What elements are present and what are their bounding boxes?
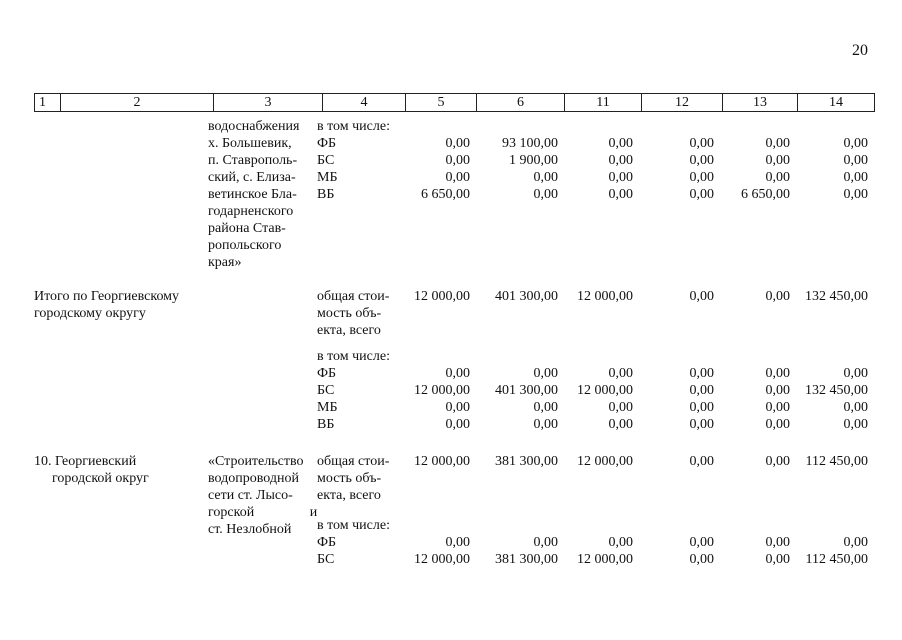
table-cell: 0,00 [765, 136, 790, 151]
table-cell: 0,00 [533, 535, 558, 550]
header-cell: 12 [642, 94, 723, 112]
funding-source-label: МБ [317, 400, 338, 415]
funding-source-label: МБ [317, 170, 338, 185]
table-cell: 0,00 [689, 400, 714, 415]
table-cell: 0,00 [689, 187, 714, 202]
table-cell: 0,00 [843, 187, 868, 202]
object-name-line: водопроводной [208, 471, 299, 486]
page-number: 20 [852, 42, 868, 59]
table-cell: 12 000,00 [414, 454, 470, 469]
object-name-line: п. Ставрополь- [208, 153, 298, 168]
table-cell: 0,00 [608, 535, 633, 550]
table-cell: 0,00 [843, 170, 868, 185]
municipality-name-line: городской округ [52, 471, 149, 486]
funding-source-label: в том числе: [317, 518, 390, 533]
table-cell: 0,00 [765, 400, 790, 415]
table-cell: 12 000,00 [577, 383, 633, 398]
table-cell: 0,00 [689, 153, 714, 168]
table-cell: 0,00 [445, 170, 470, 185]
table-cell: 112 450,00 [805, 454, 868, 469]
header-cell: 2 [61, 94, 214, 112]
funding-source-label: ВБ [317, 417, 335, 432]
total-cost-label: мость объ- [317, 306, 382, 321]
table-cell: 12 000,00 [414, 289, 470, 304]
object-name-line: района Став- [208, 221, 286, 236]
table-cell: 0,00 [689, 170, 714, 185]
funding-source-label: БС [317, 383, 335, 398]
object-name-line: водоснабжения [208, 119, 300, 134]
table-cell: 0,00 [765, 289, 790, 304]
table-cell: 0,00 [533, 366, 558, 381]
table-cell: 0,00 [765, 366, 790, 381]
funding-source-label: БС [317, 153, 335, 168]
table-cell: 0,00 [445, 535, 470, 550]
table-cell: 0,00 [689, 535, 714, 550]
table-cell: 0,00 [689, 417, 714, 432]
table-cell: 0,00 [843, 535, 868, 550]
municipality-name-line: Итого по Георгиевскому [34, 289, 180, 304]
table-cell: 0,00 [765, 417, 790, 432]
table-cell: 0,00 [765, 454, 790, 469]
table-cell: 0,00 [533, 417, 558, 432]
table-cell: 0,00 [689, 366, 714, 381]
total-cost-label: общая стои- [317, 289, 390, 304]
table-cell: 132 450,00 [805, 383, 868, 398]
table-cell: 93 100,00 [502, 136, 558, 151]
table-cell: 0,00 [608, 366, 633, 381]
table-cell: 0,00 [689, 552, 714, 567]
table-cell: 0,00 [533, 400, 558, 415]
table-cell: 0,00 [689, 454, 714, 469]
table-cell: 0,00 [608, 136, 633, 151]
object-name-line: ветинское Бла- [208, 187, 297, 202]
object-name-line: ропольского [208, 238, 282, 253]
funding-source-label: ВБ [317, 187, 335, 202]
table-cell: 6 650,00 [421, 187, 470, 202]
table-cell: 381 300,00 [495, 454, 558, 469]
funding-source-label: ФБ [317, 136, 337, 151]
table-cell: 0,00 [843, 153, 868, 168]
table-cell: 0,00 [843, 136, 868, 151]
table-cell: 12 000,00 [577, 552, 633, 567]
table-cell: 401 300,00 [495, 289, 558, 304]
municipality-name-line: городскому округу [34, 306, 146, 321]
table-cell: 0,00 [445, 400, 470, 415]
table-cell: 0,00 [689, 289, 714, 304]
header-row [35, 94, 875, 112]
table-cell: 0,00 [608, 417, 633, 432]
header-cell: 11 [565, 94, 642, 112]
object-name-line: годарненского [208, 204, 294, 219]
object-name-line: сети ст. Лысо- [208, 488, 293, 503]
header-cell: 3 [214, 94, 323, 112]
table-cell: 0,00 [608, 153, 633, 168]
funding-source-label: в том числе: [317, 119, 390, 134]
table-cell: 0,00 [445, 366, 470, 381]
table-cell: 0,00 [689, 136, 714, 151]
table-cell: 381 300,00 [495, 552, 558, 567]
table-cell: 12 000,00 [577, 289, 633, 304]
table-cell: 132 450,00 [805, 289, 868, 304]
funding-source-label: ФБ [317, 366, 337, 381]
table-cell: 12 000,00 [414, 383, 470, 398]
table-cell: 0,00 [445, 153, 470, 168]
table-cell: 0,00 [765, 383, 790, 398]
table-cell: 0,00 [608, 187, 633, 202]
table-cell: 0,00 [689, 383, 714, 398]
municipality-name-line: 10. Георгиевский [34, 454, 137, 469]
object-name-line: х. Большевик, [208, 136, 292, 151]
table-cell: 0,00 [843, 417, 868, 432]
table-cell: 401 300,00 [495, 383, 558, 398]
table-cell: 0,00 [765, 170, 790, 185]
header-cell: 1 [35, 94, 61, 112]
table-cell: 0,00 [608, 400, 633, 415]
table-cell: 0,00 [445, 136, 470, 151]
table-cell: 112 450,00 [805, 552, 868, 567]
object-name-line: «Строительство [208, 454, 304, 469]
table-cell: 0,00 [843, 366, 868, 381]
table-cell: 6 650,00 [741, 187, 790, 202]
total-cost-label: мость объ- [317, 471, 382, 486]
funding-source-label: ФБ [317, 535, 337, 550]
table-cell: 0,00 [533, 170, 558, 185]
table-cell: 0,00 [608, 170, 633, 185]
table-cell: 0,00 [765, 552, 790, 567]
table-cell: 0,00 [765, 153, 790, 168]
total-cost-label: екта, всего [317, 488, 381, 503]
funding-source-label: в том числе: [317, 349, 390, 364]
object-name-line: ский, с. Елиза- [208, 170, 296, 185]
header-cell: 5 [406, 94, 477, 112]
table-cell: 0,00 [533, 187, 558, 202]
total-cost-label: екта, всего [317, 323, 381, 338]
header-cell: 14 [798, 94, 875, 112]
table-cell: 12 000,00 [414, 552, 470, 567]
table-cell: 12 000,00 [577, 454, 633, 469]
total-cost-label: общая стои- [317, 454, 390, 469]
object-name-line: ст. Незлобной [208, 522, 292, 537]
header-cell: 4 [323, 94, 406, 112]
header-cell: 6 [477, 94, 565, 112]
table-cell: 0,00 [843, 400, 868, 415]
table-cell: 0,00 [765, 535, 790, 550]
header-cell: 13 [723, 94, 798, 112]
object-name-line: края» [208, 255, 242, 270]
table-cell: 0,00 [445, 417, 470, 432]
header-row-table [34, 93, 875, 112]
object-name-line: горской и [208, 505, 318, 520]
funding-source-label: БС [317, 552, 335, 567]
table-cell: 1 900,00 [509, 153, 558, 168]
